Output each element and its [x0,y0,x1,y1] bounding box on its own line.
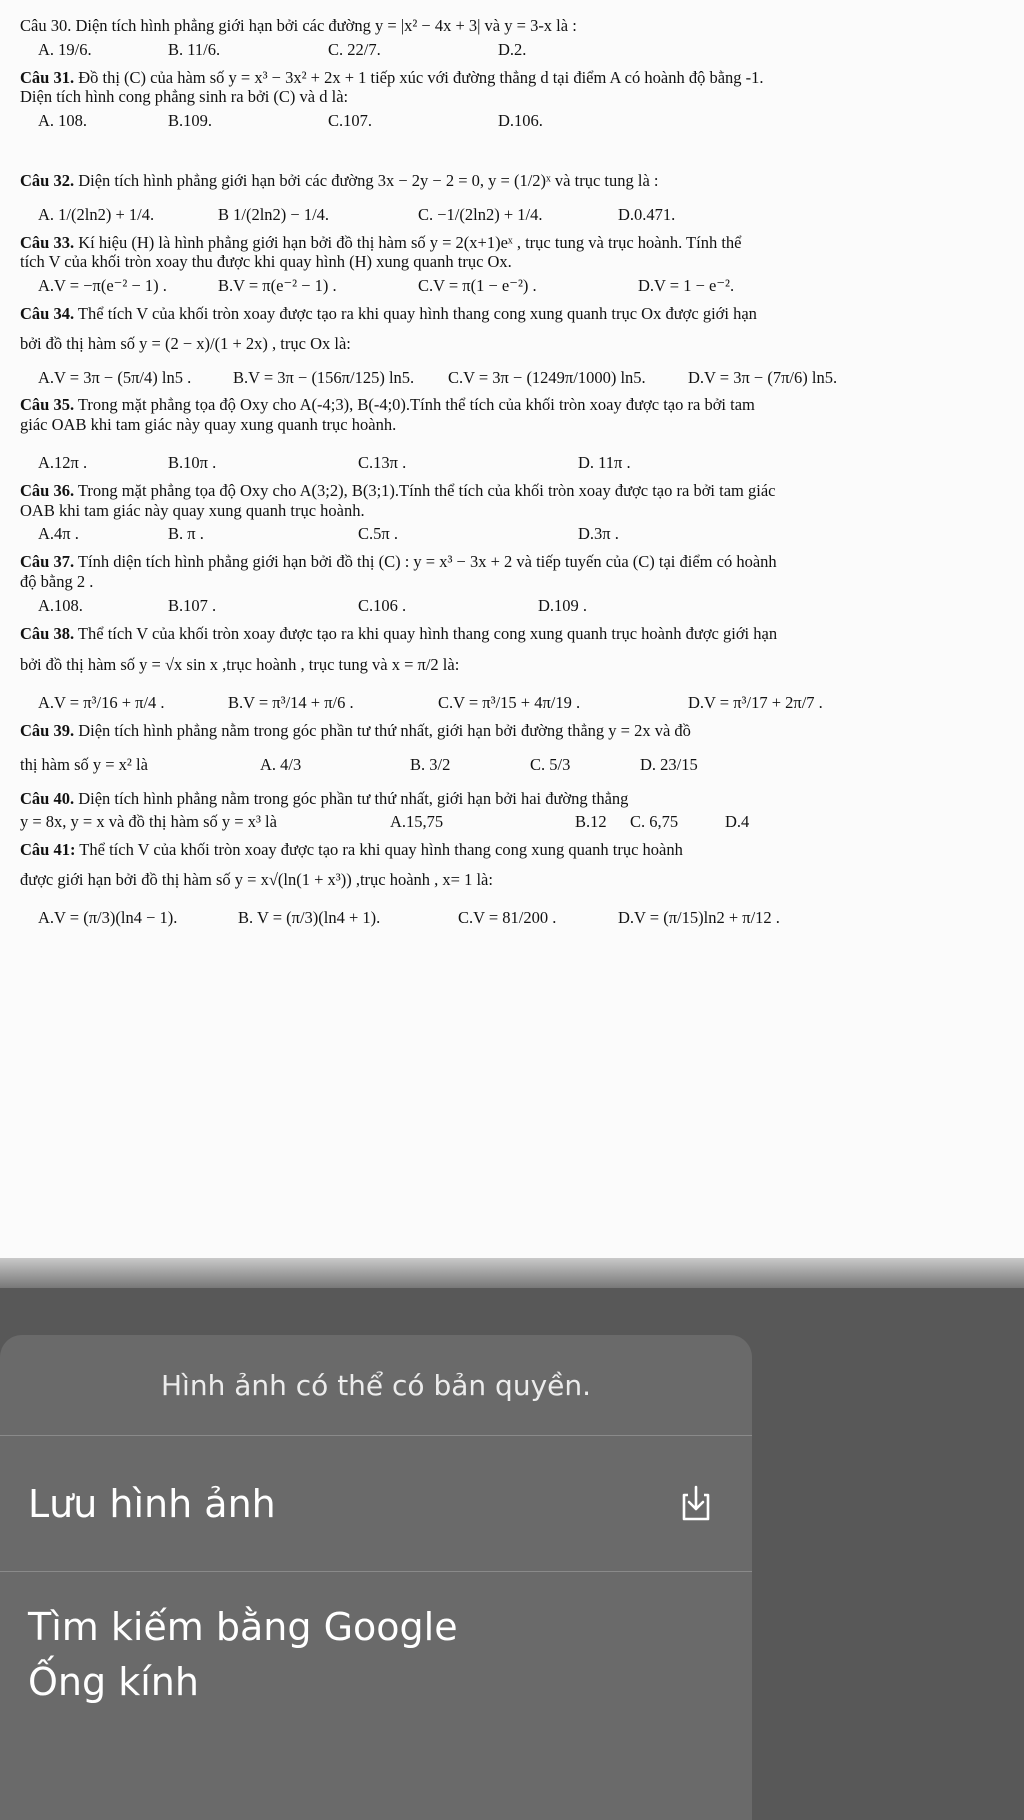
question-35-options [20,453,1010,473]
question-39 [20,721,1010,741]
option-b: B. 3/2 [410,754,451,774]
option-c: C. 5/3 [530,754,571,774]
option-d: D.2. [498,39,527,59]
question-stem-cont: tích V của khối tròn xoay thu được khi quay hình (H) xung quanh trục Ox. [20,252,512,272]
option-b: B. V = (π/3)(ln4 + 1). [238,907,381,927]
option-b: B.V = 3π − (156π/125) ln5. [233,367,415,387]
option-a: A.108. [38,595,83,615]
option-d: D. 23/15 [640,754,698,774]
question-39-options [20,755,1010,775]
question-stem: Kí hiệu (H) là hình phẳng giới hạn bởi đồ thị hàm số y = 2(x+1)eˣ , trục tung và trục hoành. Tính thể [78,232,742,252]
question-label: Câu 41: [20,840,76,860]
question-stem-cont: được giới hạn bởi đồ thị hàm số y = x√(ln(1 + x³)) ,trục hoành , x= 1 là: [20,869,493,889]
option-b: B.109. [168,111,213,131]
question-stem-cont: bởi đồ thị hàm số y = (2 − x)/(1 + 2x) , trục Ox là: [20,333,351,353]
download-icon [680,1485,712,1523]
option-c: C.106 . [358,595,407,615]
option-d: D.V = 3π − (7π/6) ln5. [688,367,838,387]
copyright-notice: Hình ảnh có thể có bản quyền. [0,1335,752,1436]
question-stem-cont: thị hàm số y = x² là [20,754,148,774]
question-label: Câu 33. [20,232,75,252]
question-37 [20,552,1010,592]
question-31-options [20,111,1010,131]
question-stem-cont: bởi đồ thị hàm số y = √x sin x ,trục hoành , trục tung và x = π/2 là: [20,655,460,675]
option-d: D.109 . [538,595,588,615]
question-38 [20,624,1010,676]
question-stem: Câu 30. Diện tích hình phẳng giới hạn bởi các đường y = |x² − 4x + 3| và y = 3-x là : [20,16,577,35]
question-stem-cont: OAB khi tam giác này quay xung quanh trục hoành. [20,500,365,520]
question-33-options [20,276,1010,296]
question-stem: Tính diện tích hình phẳng giới hạn bởi đồ thị (C) : y = x³ − 3x + 2 và tiếp tuyến của (C) tại điểm có hoành [77,552,777,572]
option-c: C. 6,75 [630,812,679,832]
question-32 [20,171,1010,191]
question-label: Câu 34. [20,303,75,323]
option-c: C.V = 81/200 . [458,907,557,927]
question-label: Câu 40. [20,788,75,808]
question-stem-cont: y = 8x, y = x và đồ thị hàm số y = x³ là [20,812,277,832]
option-a: A.4π . [38,524,79,544]
question-37-options [20,596,1010,616]
option-b: B.12 [575,812,607,832]
question-30-options [20,40,1010,60]
option-b: B 1/(2ln2) − 1/4. [218,204,330,224]
question-stem: Thể tích V của khối tròn xoay được tạo ra khi quay hình thang cong xung quanh trục hoành [79,840,683,860]
question-31 [20,68,1010,108]
question-stem: Thể tích V của khối tròn xoay được tạo ra khi quay hình thang cong xung quanh trục hoành được giới hạn [77,623,778,643]
option-a: A.15,75 [390,812,444,832]
question-stem: Trong mặt phẳng tọa độ Oxy cho A(3;2), B(3;1).Tính thể tích của khối tròn xoay được tạo ra bởi tam giác [77,480,776,500]
option-a: A.12π . [38,452,88,472]
option-c: C.5π . [358,524,398,544]
option-d: D.0.471. [618,204,676,224]
option-c: C.107. [328,111,373,131]
question-stem: Trong mặt phẳng tọa độ Oxy cho A(-4;3), B(-4;0).Tính thể tích của khối tròn xoay được tạo ra bởi tam [77,395,755,415]
option-a: A.V = (π/3)(ln4 − 1). [38,907,178,927]
question-30 [20,16,1010,36]
question-label: Câu 37. [20,552,75,572]
question-38-options [20,693,1010,713]
option-d: D.3π . [578,524,619,544]
option-a: A.V = −π(e⁻² − 1) . [38,276,167,296]
question-label: Câu 31. [20,67,75,87]
option-d: D.4 [725,812,750,832]
question-stem: Diện tích hình phẳng nằm trong góc phần tư thứ nhất, giới hạn bởi hai đường thẳng [78,788,629,808]
lens-label-line1: Tìm kiếm bằng Google [28,1605,458,1649]
question-32-options [20,205,1010,225]
save-image-label: Lưu hình ảnh [28,1481,276,1526]
option-b: B. 11/6. [168,39,221,59]
save-image-menu-item[interactable] [0,1436,752,1572]
option-c: C.V = π³/15 + 4π/19 . [438,693,581,713]
question-stem-cont: độ bằng 2 . [20,571,94,591]
option-d: D.V = 1 − e⁻². [638,276,735,296]
question-stem: Đồ thị (C) của hàm số y = x³ − 3x² + 2x + 1 tiếp xúc với đường thẳng d tại điểm A có hoành độ bằng -1. [78,67,764,87]
question-stem: Diện tích hình phẳng giới hạn bởi các đường 3x − 2y − 2 = 0, y = (1/2)ˣ và trục tung là : [78,170,659,190]
option-b: B.V = π(e⁻² − 1) . [218,276,337,296]
option-c: C.V = π(1 − e⁻²) . [418,276,537,296]
question-label: Câu 38. [20,623,75,643]
option-a: A.V = 3π − (5π/4) ln5 . [38,367,192,387]
question-40-options [20,812,1010,832]
question-35 [20,395,1010,435]
question-34-options [20,368,1010,388]
question-40 [20,789,1010,809]
question-stem-cont: giác OAB khi tam giác này quay xung quanh trục hoành. [20,415,397,435]
question-36 [20,481,1010,521]
option-d: D.V = π³/17 + 2π/7 . [688,693,823,713]
question-label: Câu 35. [20,395,75,415]
option-b: B.107 . [168,595,217,615]
option-b: B.V = π³/14 + π/6 . [228,693,354,713]
option-a: A. 19/6. [38,39,92,59]
option-c: C. 22/7. [328,39,381,59]
question-34 [20,304,1010,354]
option-a: A.V = π³/16 + π/4 . [38,693,165,713]
question-stem: Thể tích V của khối tròn xoay được tạo ra khi quay hình thang cong xung quanh trục Ox được giới hạn [77,303,757,323]
option-b: B. π . [168,524,204,544]
question-36-options [20,524,1010,544]
question-41-options [20,908,1010,928]
question-33 [20,233,1010,273]
option-b: B.10π . [168,452,217,472]
question-41 [20,840,1010,890]
option-c: C.13π . [358,452,407,472]
option-a: A. 1/(2ln2) + 1/4. [38,204,155,224]
option-d: D. 11π . [578,452,631,472]
image-context-menu [0,1335,752,1820]
option-a: A. 4/3 [260,754,302,774]
scrim-edge [0,1258,1024,1292]
option-d: D.106. [498,111,543,131]
google-lens-menu-item[interactable] [0,1572,752,1750]
option-a: A. 108. [38,111,88,131]
question-label: Câu 36. [20,480,75,500]
question-label: Câu 39. [20,720,75,740]
option-d: D.V = (π/15)ln2 + π/12 . [618,907,780,927]
question-stem-cont: Diện tích hình cong phẳng sinh ra bởi (C) và d là: [20,87,349,107]
option-c: C. −1/(2ln2) + 1/4. [418,204,543,224]
question-stem: Diện tích hình phẳng nằm trong góc phần tư thứ nhất, giới hạn bởi đường thẳng y = 2x và đồ [78,720,691,740]
option-c: C.V = 3π − (1249π/1000) ln5. [448,367,646,387]
question-label: Câu 32. [20,170,75,190]
lens-label-line2: Ống kính [28,1660,199,1705]
